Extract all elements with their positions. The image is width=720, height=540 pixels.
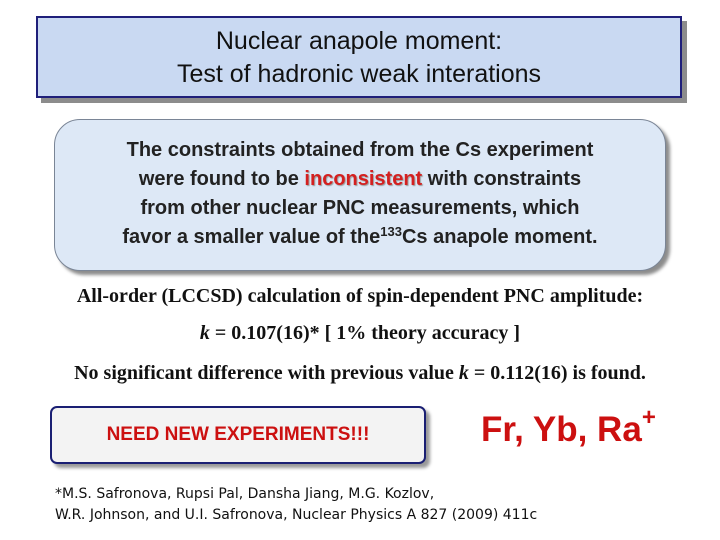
info-line-2-before: were found to be bbox=[138, 168, 305, 190]
reference bbox=[55, 484, 537, 526]
info-line-4-after: Cs anapole moment. bbox=[401, 226, 598, 248]
calc-line-3-after: = 0.112(16) is found. bbox=[468, 362, 646, 384]
title-box bbox=[36, 16, 682, 98]
title-line-2: Test of hadronic weak interations bbox=[176, 60, 542, 88]
isotope-superscript: 133 bbox=[380, 224, 402, 239]
elements-superscript: + bbox=[641, 404, 656, 431]
need-experiments-box: NEED NEW EXPERIMENTS!!! bbox=[50, 406, 426, 464]
calc-line-3-before: No significant difference with previous value bbox=[74, 362, 459, 384]
elements-label bbox=[481, 404, 656, 450]
info-line-2-after: with constraints bbox=[422, 168, 582, 190]
k-value: = 0.107(16)* [ 1% theory accuracy ] bbox=[209, 322, 521, 344]
title-line-1: Nuclear anapole moment: bbox=[215, 27, 503, 55]
info-line-1: The constraints obtained from the Cs experiment bbox=[126, 139, 594, 161]
calc-line-3 bbox=[0, 362, 720, 385]
info-line-3: from other nuclear PNC measurements, which bbox=[140, 197, 580, 219]
info-box bbox=[54, 119, 666, 271]
calc-line-1: All-order (LCCSD) calculation of spin-dependent PNC amplitude: bbox=[76, 285, 644, 307]
inconsistent-highlight: inconsistent bbox=[304, 168, 423, 190]
reference-line-2: W.R. Johnson, and U.I. Safronova, Nuclear Physics A 827 (2009) 411c bbox=[55, 507, 538, 523]
info-line-4-before: favor a smaller value of the bbox=[122, 226, 381, 248]
calc-k-line bbox=[0, 322, 720, 345]
k-symbol: k bbox=[199, 322, 210, 344]
info-line-4 bbox=[55, 223, 665, 252]
reference-line-1: *M.S. Safronova, Rupsi Pal, Dansha Jiang, M.G. Kozlov, bbox=[55, 486, 435, 502]
elements-text: Fr, Yb, Ra bbox=[481, 410, 642, 449]
info-line-2 bbox=[55, 165, 665, 194]
k-symbol-2: k bbox=[458, 362, 469, 384]
